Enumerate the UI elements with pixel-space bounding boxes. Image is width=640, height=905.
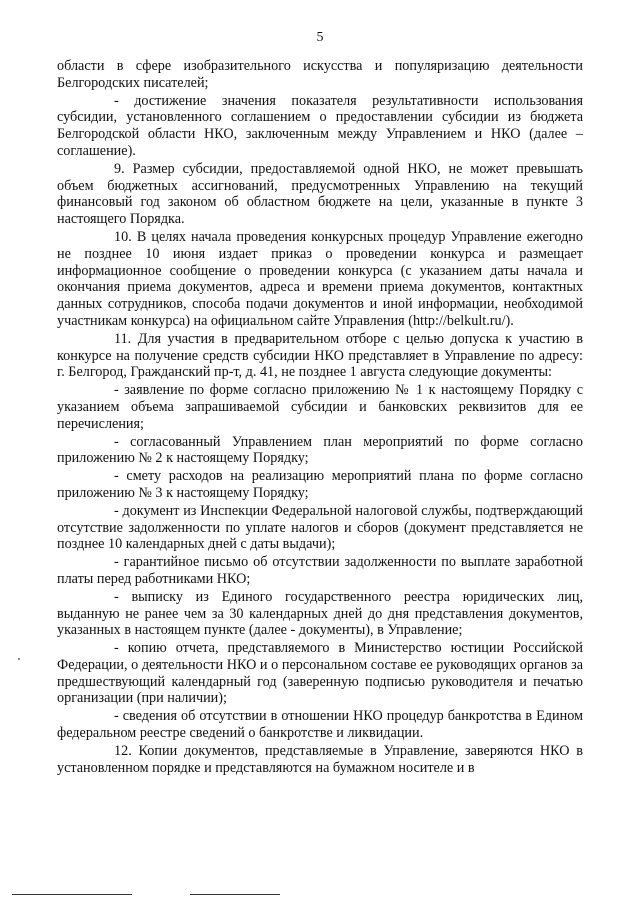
list-item-event-plan: - согласованный Управлением план мероприятий по форме согласно приложению № 2 к настоящему Порядку; [57, 433, 583, 467]
document-body [57, 58, 583, 777]
paragraph-item-11: 11. Для участия в предварительном отборе с целью допуска к участию в конкурсе на получение средств субсидии НКО представляет в Управление по адресу: г. Белгород, Гражданский пр-т, д. 41, не позднее 1 августа следующие документы: [57, 330, 583, 381]
list-item-application: - заявление по форме согласно приложению № 1 к настоящему Порядку с указанием объема запрашиваемой субсидии и банковских реквизитов для ее перечисления; [57, 382, 583, 432]
list-item-result-indicator: - достижение значения показателя результативности использования субсидии, установленного соглашением о предоставлении субсидии из бюджета Белгородской области НКО, заключенным между Управлением и НКО (далее – соглашение). [57, 92, 583, 159]
list-item-guarantee-letter: - гарантийное письмо об отсутствии задолженности по выплате заработной платы перед работниками НКО; [57, 554, 583, 587]
list-item-report-copy: - копию отчета, представляемого в Министерство юстиции Российской Федерации, о деятельности НКО и о персональном составе ее руководящих органов за предшествующий календарный год (заверенную подписью руководителя и печатью организации (при наличии); [57, 640, 583, 707]
page-number: 5 [316, 30, 324, 45]
list-item-cost-estimate: - смету расходов на реализацию мероприятий плана по форме согласно приложению № 3 к настоящему Порядку; [57, 468, 583, 501]
paragraph-continuation: области в сфере изобразительного искусства и популяризацию деятельности Белгородских писателей; [57, 58, 583, 91]
list-item-bankruptcy-info: - сведения об отсутствии в отношении НКО процедур банкротства в Едином федеральном реестре сведений о банкротстве и ликвидации. [57, 708, 583, 742]
paragraph-item-12: 12. Копии документов, представляемые в Управление, заверяются НКО в установленном порядке и представляются на бумажном носителе и в [57, 742, 583, 776]
paragraph-item-10: 10. В целях начала проведения конкурсных процедур Управление ежегодно не позднее 10 июня издает приказ о проведении конкурса и размещает информационное сообщение о проведении конкурса (с указанием даты начала и окончания приема документов, адреса и времени приема документов, контактных данных сотрудников, способа подачи документов и иной информации, необходимой участникам конкурса) на официальном сайте Управления (http://belkult.ru/). [57, 228, 583, 329]
footer-rule-center [190, 894, 280, 895]
scan-speck [18, 658, 20, 660]
footer-rule-left [12, 894, 132, 895]
list-item-registry-extract: - выписку из Единого государственного реестра юридических лиц, выданную не ранее чем за 30 календарных дней до дня представления документов, указанных в настоящем пункте (далее - документы), в Управление; [57, 588, 583, 639]
list-item-tax-document: - документ из Инспекции Федеральной налоговой службы, подтверждающий отсутствие задолженности по уплате налогов и сборов (документ представляется не позднее 10 календарных дней с даты выдачи); [57, 502, 583, 553]
paragraph-item-9: 9. Размер субсидии, предоставляемой одной НКО, не может превышать объем бюджетных ассигнований, предусмотренных Управлению на текущий финансовый год законом об областном бюджете на цели, указанные в пункте 3 настоящего Порядка. [57, 160, 583, 228]
